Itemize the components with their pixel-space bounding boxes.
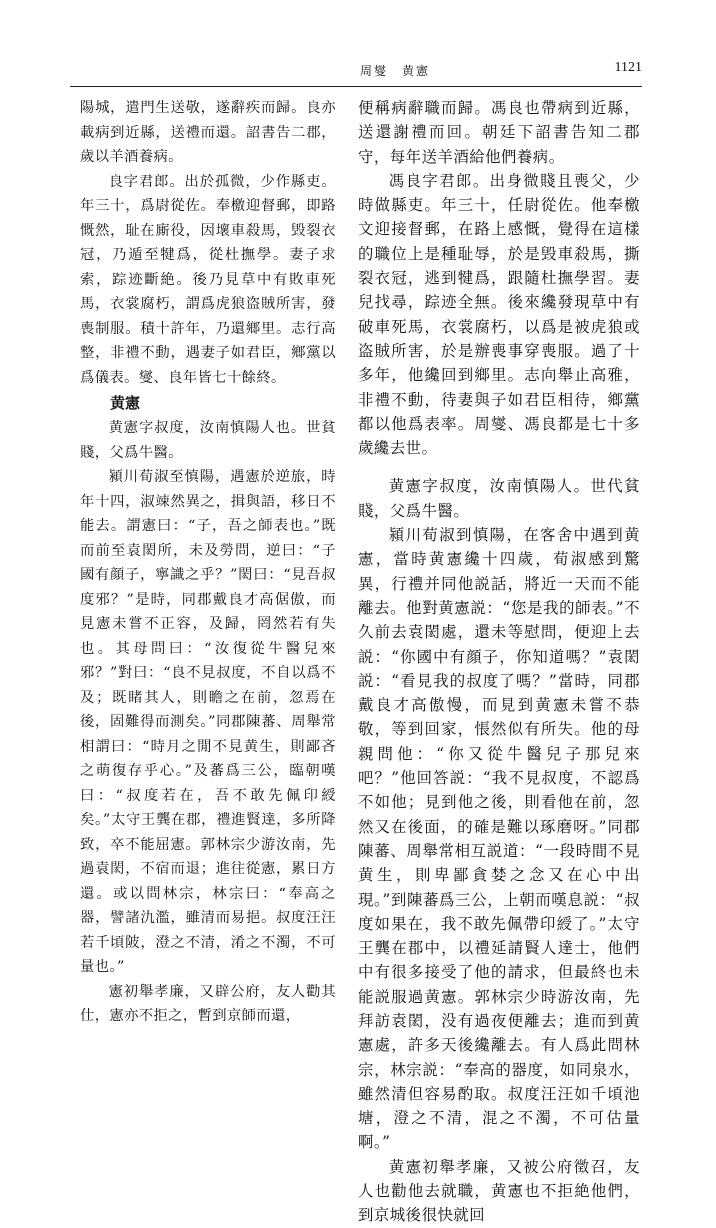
translation-feng-liang: 馮良字君郎。出身微賤且喪父，少時做縣吏。年三十，任尉從佐。他奉檄文迎接督郵，在路上感慨，覺得在這樣的職位上是種耻辱，於是毁車殺馬，撕裂衣冠，逃到犍爲，跟隨杜撫學習。妻兒找尋，踪迹全無。後來纔發現草中有破車死馬，衣裳腐朽，以爲是被虎狼或盗賊所害，於是辦喪事穿喪服。過了十多年，他纔回到鄉里。志向舉止高雅，非禮不動，待妻與子如君臣相待，鄉黨都以他爲表率。周燮、馮良都是七十多歲纔去世。 bbox=[358, 171, 640, 458]
page-header bbox=[70, 62, 642, 86]
paragraph-feng-liang: 良字君郎。出於孤微，少作縣吏。年三十，爲尉從佐。奉檄迎督郵，即路慨然，耻在廝役，因壞車殺馬，毁裂衣冠，乃遁至犍爲，從杜撫學。妻子求索，踪迹斷絶。後乃見草中有敗車死馬，衣裳腐朽，謂爲虎狼盗賊所害，發喪制服。積十許年，乃還鄉里。志行高整，非禮不動，遇妻子如君臣，鄉黨以爲儀表。燮、良年皆七十餘終。 bbox=[80, 173, 336, 386]
running-title: 周燮 黄憲 bbox=[360, 64, 431, 78]
paragraph-huang-xian-intro: 黄憲字叔度，汝南慎陽人也。世貧賤，父爲牛醫。 bbox=[80, 420, 336, 461]
translation-xun-shu: 潁川荀淑到慎陽，在客舍中遇到黄憲，當時黄憲纔十四歲，荀淑感到驚異，行禮并同他説話，將近一天而不能離去。他對黄憲説：“您是我的師表。”不久前去袁閎處，還未等慰問，便迎上去説：“你國中有顔子，你知道嗎？”袁閎説：“看見我的叔度了嗎？”當時，同郡戴良才高傲慢，而見到黄憲未嘗不恭敬，等到回家，悵然似有所失。他的母親問他：“你又從牛醫兒子那兒來吧？”他回答説：“我不見叔度，不認爲不如他；見到他之後，則看他在前，忽然又在後面，的確是難以琢磨呀。”同郡陳蕃、周舉常相互説道：“一段時間不見黄生，則卑鄙貪婪之念又在心中出現。”到陳蕃爲三公，上朝而嘆息説：“叔度如果在，我不敢先佩帶印綬了。”太守王龔在郡中，以禮延請賢人達士，他們中有很多接受了他的請求，但最終也未能説服過黄憲。郭林宗少時游汝南，先拜訪袁閎，没有過夜便離去；進而到黄憲處，許多天後纔離去。有人爲此問林宗，林宗説：“奉高的器度，如同泉水，雖然清但容易酌取。叔度汪汪如千頃池塘，澄之不清，混之不濁，不可估量啊。” bbox=[358, 526, 640, 1152]
paragraph-continuation: 陽城，遣門生送敬，遂辭疾而歸。良亦載病到近縣，送禮而還。詔書告二郡，歲以羊酒養病。 bbox=[80, 100, 336, 165]
paragraph-xun-shu: 潁川荀淑至慎陽，遇憲於逆旅，時年十四，淑竦然異之，揖與語，移日不能去。謂憲曰：“子，吾之師表也。”既而前至袁閎所，未及勞問，逆曰：“子國有顔子，寧識之乎？”閎曰：“見吾叔度邪？”是時，同郡戴良才高倨傲，而見憲未嘗不正容，及歸，罔然若有失也。其母問曰：“汝復從牛醫兒來邪？”對曰：“良不見叔度，不自以爲不及；既睹其人，則瞻之在前，忽焉在後，固難得而測矣。”同郡陳蕃、周舉常相謂曰：“時月之閒不見黄生，則鄙吝之萌復存乎心。”及蕃爲三公，臨朝嘆曰：“叔度若在，吾不敢先佩印綬矣。”太守王龔在郡，禮進賢達，多所降致，卒不能屈憲。郭林宗少游汝南，先過袁閎，不宿而退；進往從憲，累日方還。或以問林宗，林宗曰：“奉高之器，譬諸氿濫，雖清而易挹。叔度汪汪若千頃陂，澄之不清，淆之不濁，不可量也。” bbox=[80, 469, 336, 975]
paragraph-xiaolian: 憲初舉孝廉，又辟公府，友人勸其仕，憲亦不拒之，暫到京師而還， bbox=[80, 983, 336, 1024]
translation-huang-xian-intro: 黄憲字叔度，汝南慎陽人。世代貧賤，父爲牛醫。 bbox=[358, 477, 640, 520]
translation-continuation: 便稱病辭職而歸。馮良也帶病到近縣，送還謝禮而回。朝廷下詔書告知二郡守，每年送羊酒給他們養病。 bbox=[358, 99, 640, 166]
right-column-translation bbox=[358, 96, 640, 1225]
section-spacer bbox=[358, 460, 640, 474]
translation-xiaolian: 黄憲初舉孝廉，又被公府徵召，友人也勸他去就職，黄憲也不拒絶他們，到京城後很快就回 bbox=[358, 1157, 640, 1225]
section-heading: 黄憲 bbox=[110, 394, 141, 412]
left-column-original-text bbox=[80, 96, 336, 1024]
page-number: 1121 bbox=[614, 60, 642, 75]
header-rule bbox=[70, 86, 642, 87]
